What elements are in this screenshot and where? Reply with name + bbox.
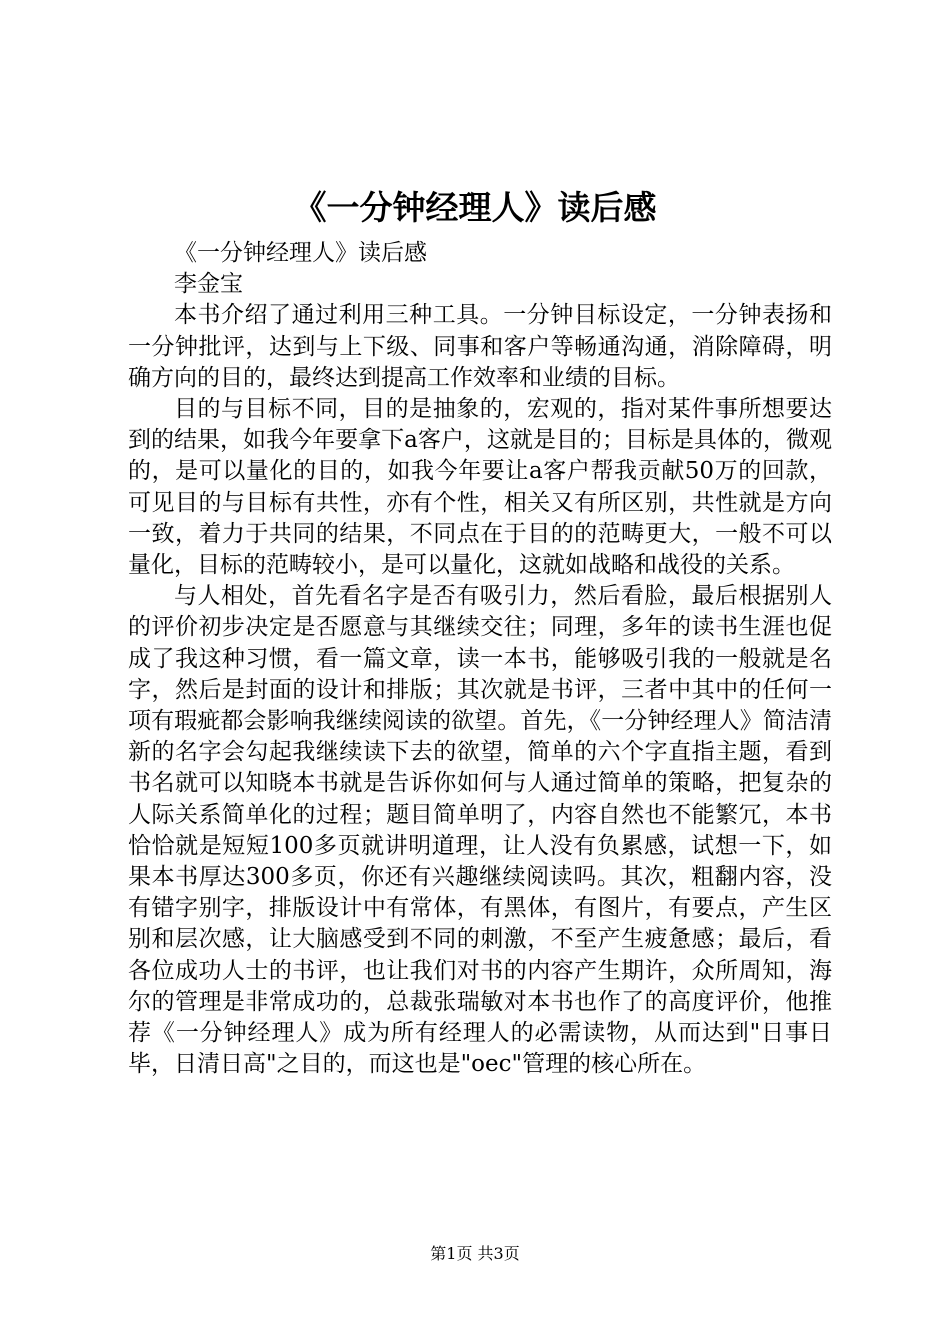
paragraph: 本书介绍了通过利用三种工具。一分钟目标设定，一分钟表扬和一分钟批评，达到与上下级、同事和客户等畅通沟通，消除障碍，明确方向的目的，最终达到提高工作效率和业绩的目标。 xyxy=(128,302,832,391)
subtitle: 《一分钟经理人》读后感 xyxy=(174,240,427,266)
page-title: 《一分钟经理人》读后感 xyxy=(293,188,657,227)
paragraph: 目的与目标不同，目的是抽象的，宏观的，指对某件事所想要达到的结果，如我今年要拿下a客户，这就是目的；目标是具体的，微观的，是可以量化的目的，如我今年要让a客户帮我贡献50万的回款，可见目的与目标有共性，亦有个性，相关又有所区别，共性就是方向一致，着力于共同的结果，不同点在于目的的范畴更大，一般不可以量化，目标的范畴较小，是可以量化，这就如战略和战役的关系。 xyxy=(128,396,832,579)
document-body xyxy=(128,238,832,1080)
page-indicator: 第1页 共3页 xyxy=(430,1244,520,1263)
author: 李金宝 xyxy=(174,271,243,298)
paragraph: 与人相处，首先看名字是否有吸引力，然后看脸，最后根据别人的评价初步决定是否愿意与其继续交往；同理，多年的读书生涯也促成了我这种习惯，看一篇文章，读一本书，能够吸引我的一般就是名字，然后是封面的设计和排版；其次就是书评，三者中其中的任何一项有瑕疵都会影响我继续阅读的欲望。首先，《一分钟经理人》简洁清新的名字会勾起我继续读下去的欲望，简单的六个字直指主题，看到书名就可以知晓本书就是告诉你如何与人通过简单的策略，把复杂的人际关系简单化的过程；题目简单明了，内容自然也不能繁冗，本书恰恰就是短短100多页就讲明道理，让人没有负累感，试想一下，如果本书厚达300多页，你还有兴趣继续阅读吗。其次，粗翻内容，没有错字别字，排版设计中有常体，有黑体，有图片，有要点，产生区别和层次感，让大脑感受到不同的刺激，不至产生疲惫感；最后，看各位成功人士的书评，也让我们对书的内容产生期许，众所周知，海尔的管理是非常成功的，总裁张瑞敏对本书也作了的高度评价，他推荐《一分钟经理人》成为所有经理人的必需读物，从而达到"日事日毕，日清日高"之目的，而这也是"oec"管理的核心所在。 xyxy=(128,583,832,1078)
